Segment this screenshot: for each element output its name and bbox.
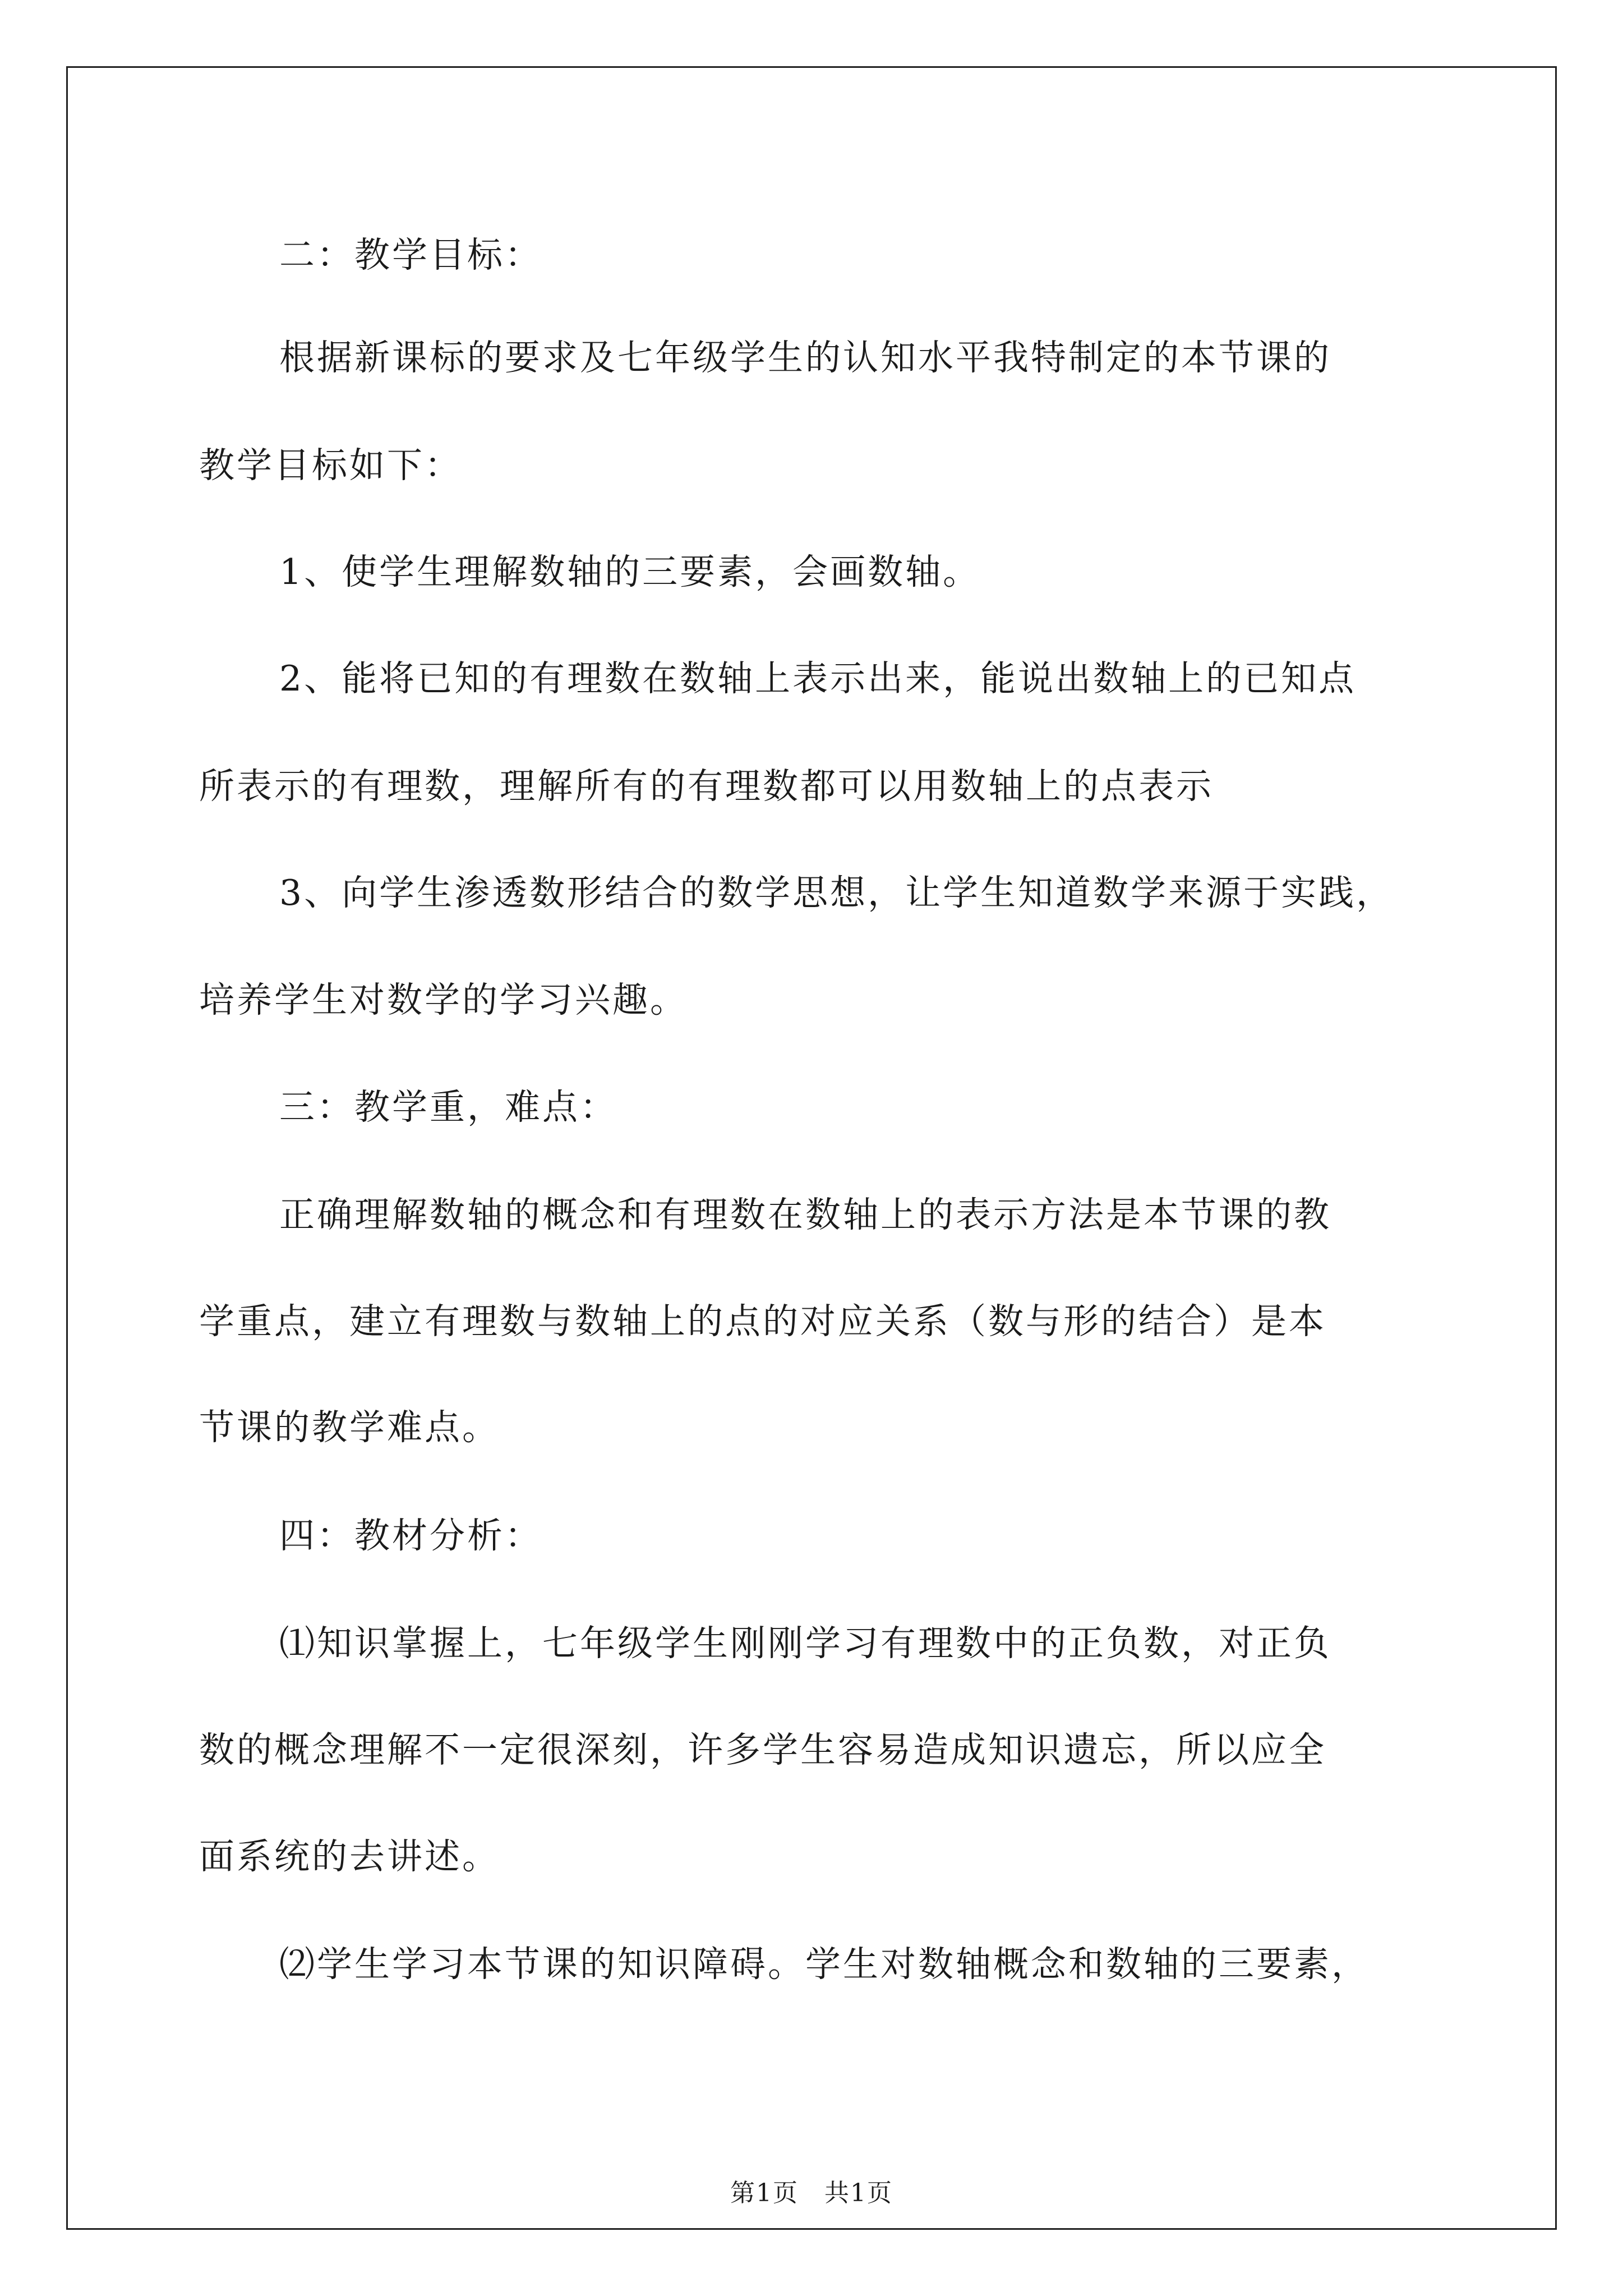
heading-teaching-goals: 二：教学目标： bbox=[279, 234, 542, 275]
page-footer: 第1页 共1页 bbox=[730, 2179, 893, 2207]
paragraph-line: 节课的教学难点。 bbox=[199, 1407, 500, 1448]
heading-material-analysis: 四：教材分析： bbox=[279, 1515, 542, 1556]
paragraph-line: 学重点，建立有理数与数轴上的点的对应关系（数与形的结合）是本 bbox=[199, 1301, 1326, 1342]
page-border bbox=[66, 66, 1557, 2230]
heading-key-points: 三：教学重，难点： bbox=[279, 1087, 617, 1128]
list-item-1: 1、使学生理解数轴的三要素，会画数轴。 bbox=[279, 551, 981, 592]
list-item-analysis-2: ⑵学生学习本节课的知识障碍。学生对数轴概念和数轴的三要素， bbox=[279, 1944, 1369, 1985]
paragraph-line: 数的概念理解不一定很深刻，许多学生容易造成知识遗忘，所以应全 bbox=[199, 1729, 1326, 1770]
list-item-analysis-1: ⑴知识掌握上，七年级学生刚刚学习有理数中的正负数，对正负 bbox=[279, 1623, 1331, 1664]
list-item-3: 3、向学生渗透数形结合的数学思想，让学生知道数学来源于实践， bbox=[279, 872, 1394, 913]
paragraph-line: 教学目标如下： bbox=[199, 445, 462, 486]
list-item-2: 2、能将已知的有理数在数轴上表示出来，能说出数轴上的已知点 bbox=[279, 658, 1357, 699]
paragraph-line: 所表示的有理数，理解所有的有理数都可以用数轴上的点表示 bbox=[199, 766, 1214, 807]
paragraph-line: 正确理解数轴的概念和有理数在数轴上的表示方法是本节课的教 bbox=[279, 1194, 1331, 1235]
paragraph-line: 根据新课标的要求及七年级学生的认知水平我特制定的本节课的 bbox=[279, 337, 1331, 378]
paragraph-line: 培养学生对数学的学习兴趣。 bbox=[199, 979, 688, 1020]
paragraph-line: 面系统的去讲述。 bbox=[199, 1836, 500, 1877]
